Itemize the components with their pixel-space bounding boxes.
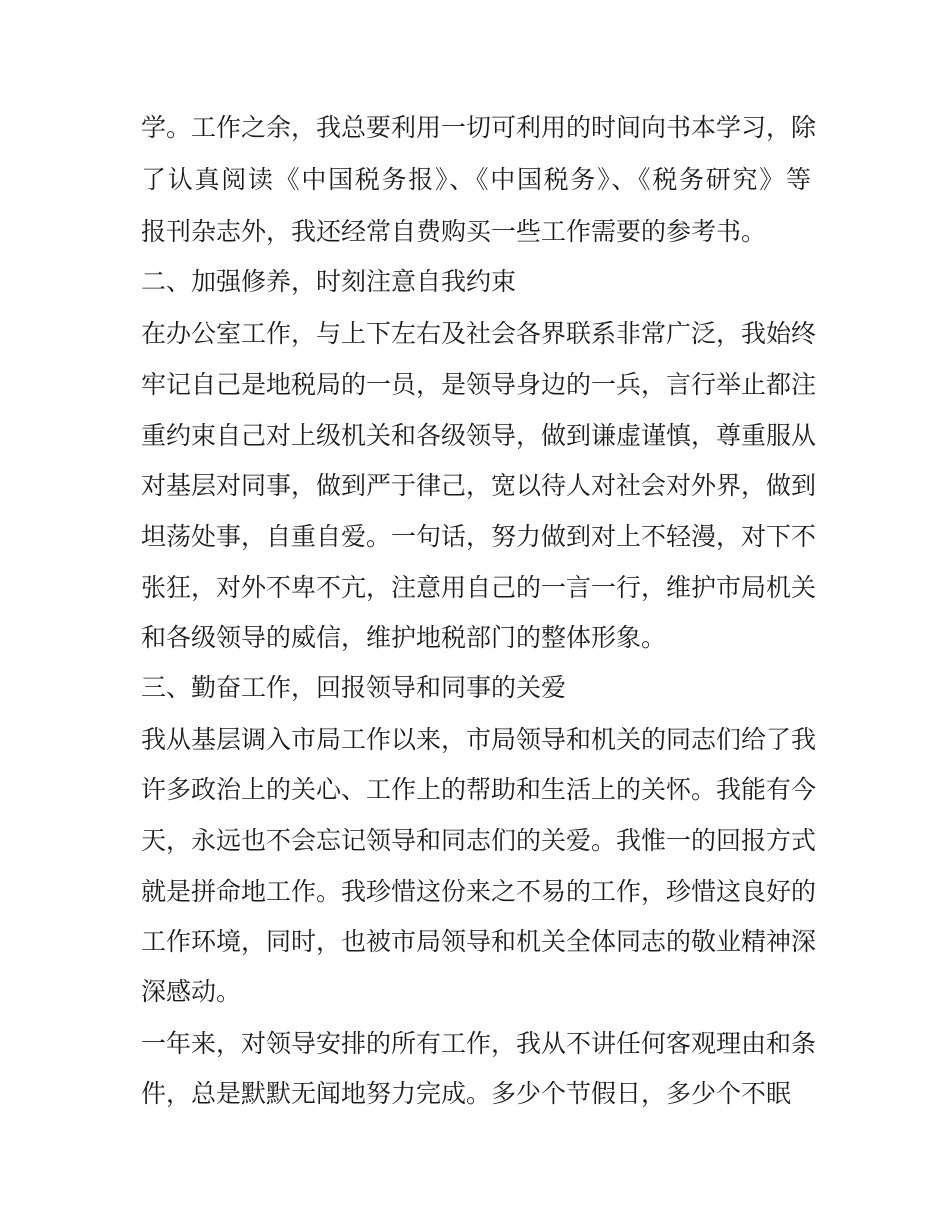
text-line: 工作环境，同时，也被市局领导和机关全体同志的敬业精神深	[141, 927, 817, 956]
text-line: 深感动。	[141, 977, 242, 1006]
text-line: 坦荡处事，自重自爱。一句话，努力做到对上不轻漫，对下不	[141, 522, 817, 551]
text-line: 和各级领导的威信，维护地税部门的整体形象。	[141, 623, 667, 652]
text-line: 对基层对同事，做到严于律己，宽以待人对社会对外界，做到	[141, 471, 817, 500]
text-line: 在办公室工作，与上下左右及社会各界联系非常广泛，我始终	[141, 319, 817, 348]
text-line: 牢记自己是地税局的一员，是领导身边的一兵，言行举止都注	[141, 370, 817, 399]
text-line: 天，永远也不会忘记领导和同志们的关爱。我惟一的回报方式	[141, 826, 817, 855]
text-line: 我从基层调入市局工作以来，市局领导和机关的同志们给了我	[141, 725, 817, 754]
text-line: 一年来，对领导安排的所有工作，我从不讲任何客观理由和条	[141, 1029, 817, 1058]
section-heading: 二、加强修养，时刻注意自我约束	[141, 267, 517, 296]
text-line: 张狂，对外不卑不亢，注意用自己的一言一行，维护市局机关	[141, 573, 817, 602]
section-heading: 三、勤奋工作，回报领导和同事的关爱	[141, 673, 567, 702]
text-line: 了认真阅读《中国税务报》、《中国税务》、《税务研究》等	[141, 165, 811, 194]
text-line: 许多政治上的关心、工作上的帮助和生活上的关怀。我能有今	[141, 775, 817, 804]
text-line: 学。工作之余，我总要利用一切可利用的时间向书本学习，除	[141, 113, 817, 142]
text-line: 就是拼命地工作。我珍惜这份来之不易的工作，珍惜这良好的	[141, 877, 817, 906]
text-line: 件，总是默默无闻地努力完成。多少个节假日，多少个不眠	[141, 1079, 792, 1108]
text-line: 重约束自己对上级机关和各级领导，做到谦虚谨慎，尊重服从	[141, 421, 817, 450]
text-line: 报刊杂志外，我还经常自费购买一些工作需要的参考书。	[141, 217, 767, 246]
